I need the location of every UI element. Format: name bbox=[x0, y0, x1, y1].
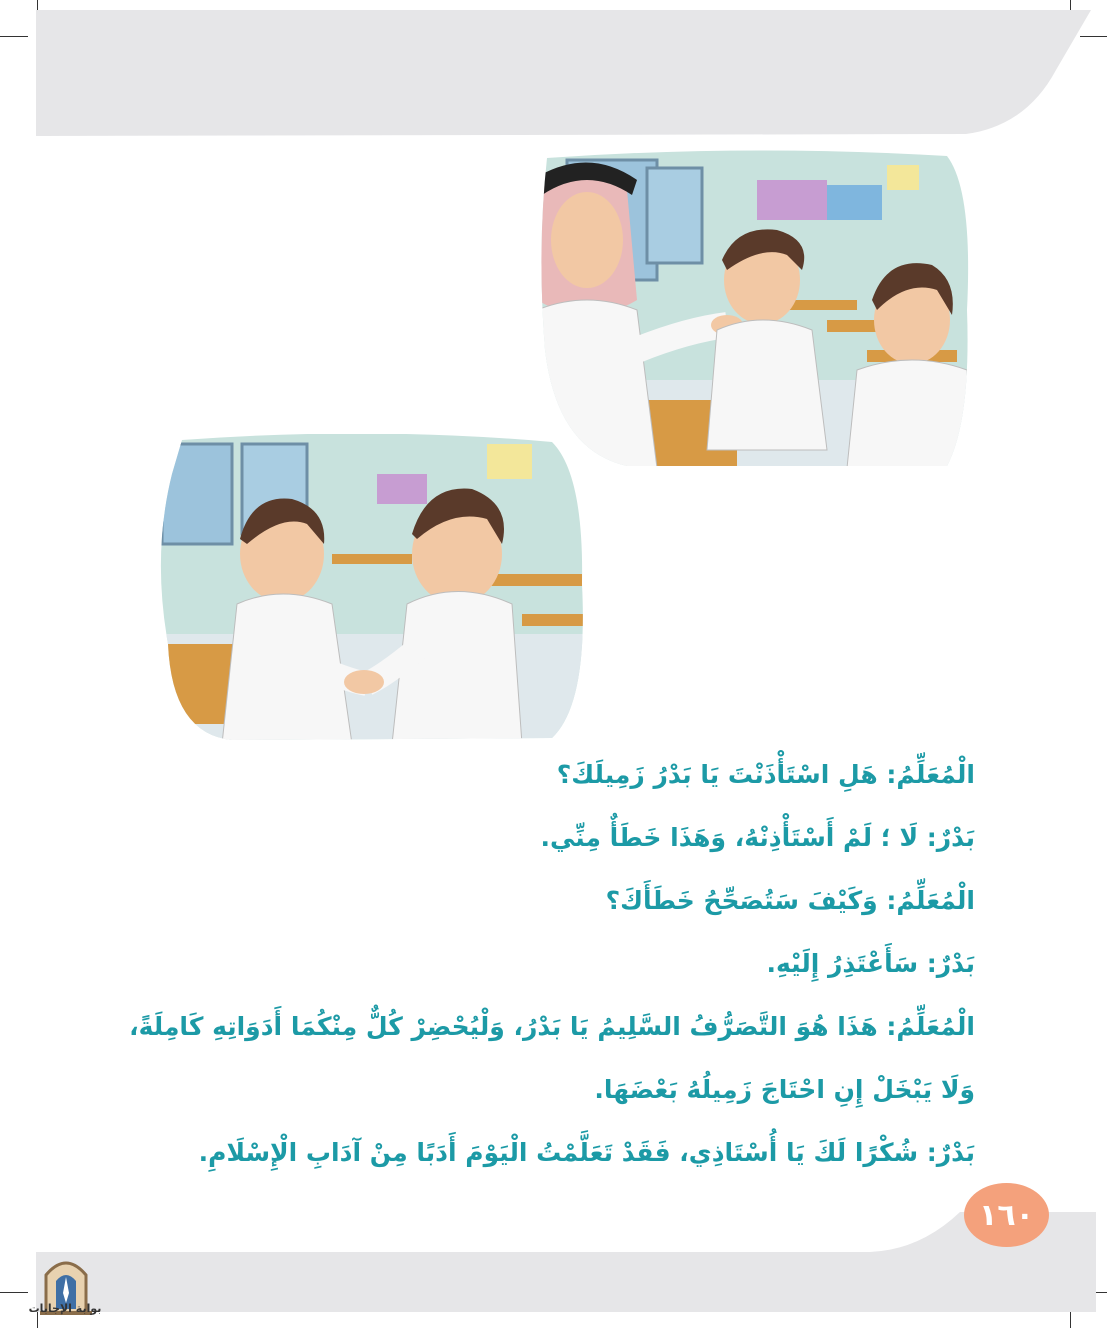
dialogue-line: وَلَا يَبْخَلْ إِنِ احْتَاجَ زَمِيلُهُ بَعْضَهَا. bbox=[594, 1075, 975, 1104]
dialogue-line: الْمُعَلِّمُ: هَلِ اسْتَأْذَنْتَ يَا بَدْرُ زَمِيلَكَ؟ bbox=[556, 760, 975, 789]
dialogue bbox=[130, 752, 975, 1193]
dialogue-line: بَدْرٌ: شُكْرًا لَكَ يَا أُسْتَاذِي، فَقَدْ تَعَلَّمْتُ الْيَوْمَ أَدَبًا مِنْ آدَابِ الْإِسْلَامِ. bbox=[198, 1138, 975, 1167]
crop-mark bbox=[0, 36, 28, 37]
teacher-students-illustration bbox=[527, 150, 972, 468]
page-number: ١٦٠ bbox=[964, 1183, 1049, 1247]
watermark-text: بوابة الإجابات bbox=[28, 1302, 102, 1315]
dialogue-line: بَدْرٌ: لَا ؛ لَمْ أَسْتَأْذِنْهُ، وَهَذَا خَطَأٌ مِنِّي. bbox=[540, 823, 975, 852]
header-band bbox=[36, 10, 1091, 136]
footer-band bbox=[0, 1212, 1107, 1312]
dialogue-line: بَدْرٌ: سَأَعْتَذِرُ إِلَيْهِ. bbox=[766, 949, 975, 978]
handshake-illustration bbox=[152, 434, 586, 744]
dialogue-line: الْمُعَلِّمُ: هَذَا هُوَ التَّصَرُّفُ السَّلِيمُ يَا بَدْرُ، وَلْيُحْضِرْ كُلٌّ مِنْكُمَا أَدَوَاتِهِ كَامِلَةً، bbox=[129, 1012, 975, 1041]
dialogue-line: الْمُعَلِّمُ: وَكَيْفَ سَتُصَحِّحُ خَطَأَكَ؟ bbox=[605, 886, 975, 915]
